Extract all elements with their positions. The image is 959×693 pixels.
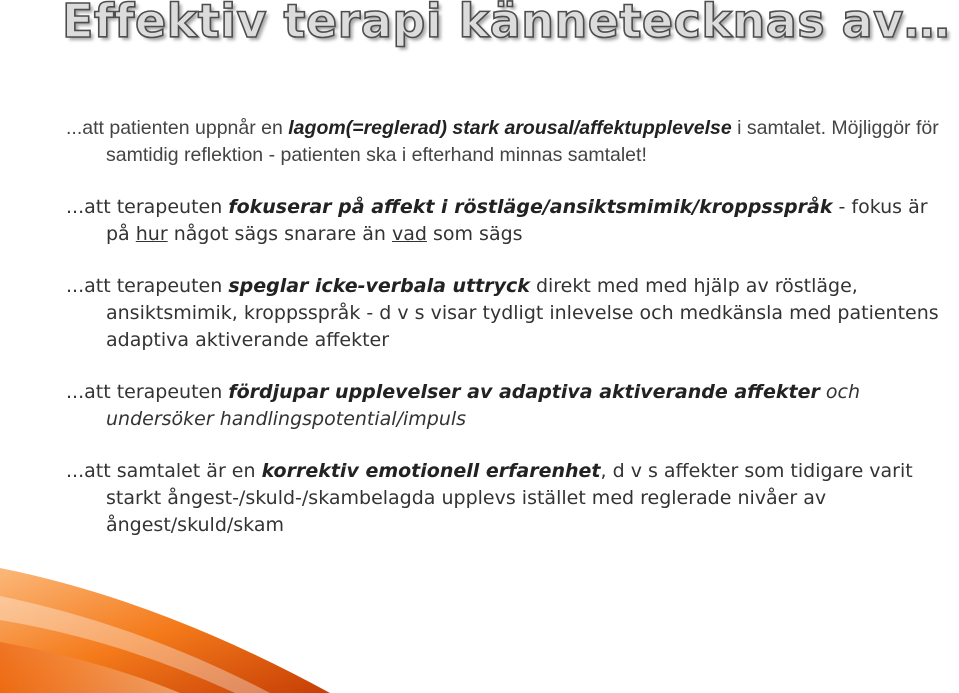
bullet-emphasis: korrektiv emotionell erfarenhet	[261, 460, 601, 482]
bullet-underlined-word: vad	[391, 223, 427, 245]
bullet-text: något sägs snarare än	[167, 223, 392, 245]
bullet-text: ...att terapeuten	[66, 381, 229, 403]
bullet-underlined-word: hur	[135, 223, 168, 245]
bullet-text: ...att samtalet är en	[66, 460, 262, 482]
bullet-item-mirroring	[66, 273, 951, 354]
bullet-text: ...att patienten uppnår en	[66, 117, 289, 139]
bullet-text: ...att terapeuten	[66, 275, 229, 297]
bullet-emphasis: speglar icke-verbala uttryck	[228, 275, 530, 297]
bullet-text: i samtalet. Möjliggör för samtidig reflektion - patienten ska i efterhand minnas samtalet!	[106, 117, 939, 166]
slide-title: Effektiv terapi kännetecknas av…	[62, 0, 951, 48]
bullet-text: - fokus är på	[106, 196, 928, 245]
bullet-emphasis: fokuserar på affekt i röstläge/ansiktsmimik/kroppsspråk	[228, 196, 833, 218]
bullet-list	[66, 115, 951, 564]
bullet-item-corrective	[66, 458, 951, 539]
bullet-item-deepening	[66, 379, 951, 433]
bullet-emphasis: fördjupar upplevelser av adaptiva aktiverande affekter	[228, 381, 820, 403]
bullet-text: som sägs	[426, 223, 523, 245]
bullet-text: ...att terapeuten	[66, 196, 229, 218]
bullet-text: , d v s affekter som tidigare varit starkt ångest-/skuld-/skambelagda upplevs istället med reglerade nivåer av ångest/skuld/skam	[106, 460, 913, 536]
bullet-italic-text: och undersöker handlingspotential/impuls	[106, 381, 861, 430]
bullet-text: direkt med med hjälp av röstläge, ansiktsmimik, kroppsspråk - d v s visar tydligt inlevelse och medkänsla med patientens adaptiva aktiverande affekter	[106, 275, 939, 351]
bullet-emphasis: lagom(=reglerad) stark arousal/affektupplevelse	[288, 117, 732, 139]
bullet-item-affect-focus	[66, 194, 951, 248]
bullet-item-arousal	[66, 115, 951, 169]
